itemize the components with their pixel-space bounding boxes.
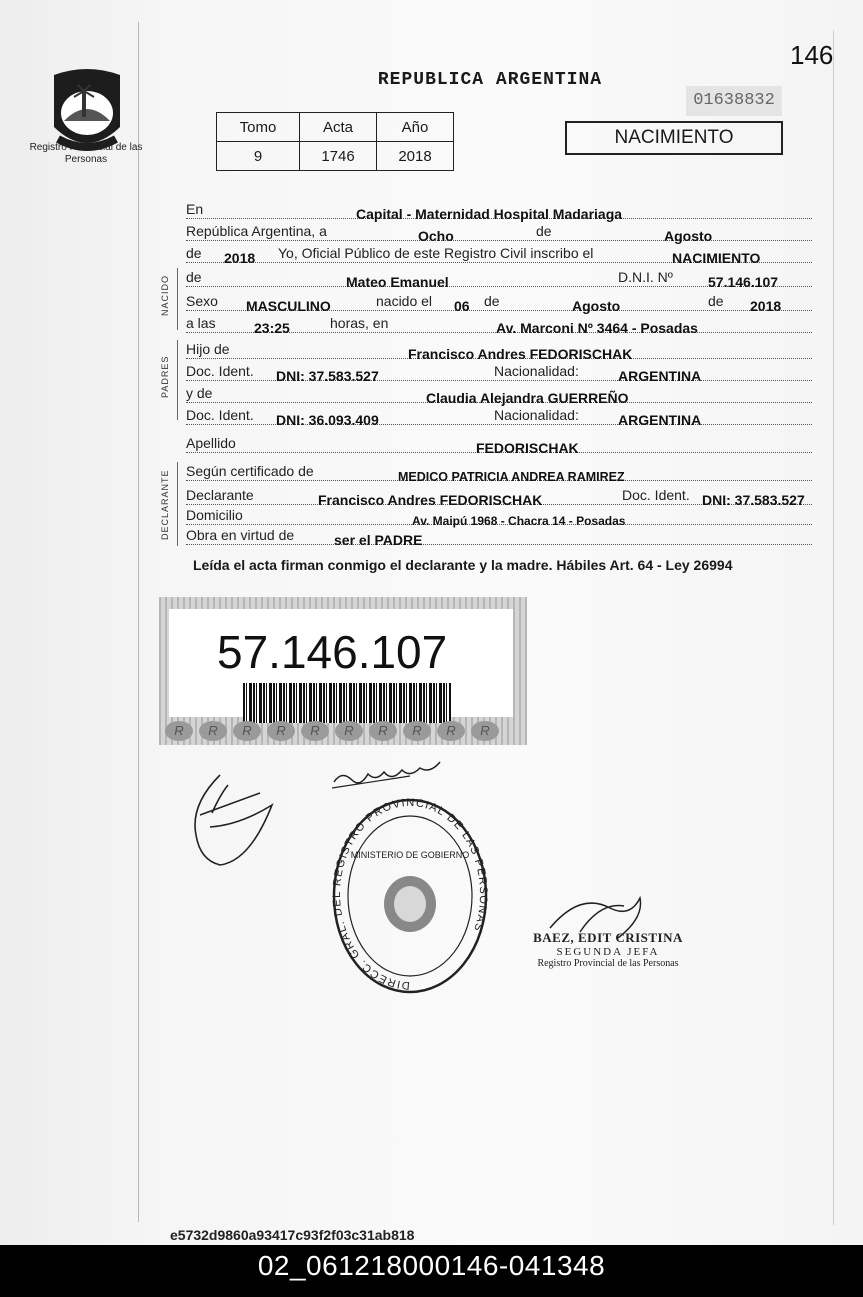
sticker-circles [159, 721, 533, 741]
label-dni: D.N.I. Nº [618, 269, 673, 285]
official-org: Registro Provincial de las Personas [537, 958, 679, 969]
serial-number: 01638832 [686, 86, 782, 116]
line-certificado [186, 460, 812, 484]
label-obra: Obra en virtud de [186, 527, 295, 543]
sticker-circle: R [199, 721, 227, 741]
line-hora [186, 312, 812, 336]
label-de3: de [186, 269, 202, 285]
line-padre [186, 338, 812, 362]
dni-sticker [159, 597, 527, 745]
label-en: En [186, 201, 204, 217]
label-sexo: Sexo [186, 293, 218, 309]
line-anio [186, 242, 812, 266]
line-apellido [186, 432, 812, 456]
section-label-nacido: NACIDO [160, 274, 170, 316]
label-republica: República Argentina, a [186, 223, 327, 239]
value-domicilio-nac: Av. Marconi Nº 3464 - Posadas [496, 320, 698, 336]
value-nac-anio: 2018 [750, 298, 782, 314]
stamp-ring-text: DIRECC. GRAL. DEL REGISTRO PROVINCIAL DE LAS PERSONAS [331, 796, 490, 992]
official-stamp [330, 796, 490, 996]
label-nacionalidad-madre: Nacionalidad: [494, 407, 579, 423]
stamp-inner-text: MINISTERIO DE GOBIERNO [350, 850, 470, 860]
value-acto: NACIMIENTO [672, 250, 761, 266]
signature-block [518, 930, 698, 969]
register-table [216, 112, 454, 171]
sticker-label [169, 609, 513, 717]
sticker-circle: R [369, 721, 397, 741]
sticker-circle: R [233, 721, 261, 741]
value-nombre: Mateo Emanuel [346, 274, 449, 290]
sticker-circle: R [437, 721, 465, 741]
mother-signature [330, 752, 446, 796]
record-type-box: NACIMIENTO [565, 121, 783, 155]
value-nac-dia: 06 [454, 298, 470, 314]
label-a-las: a las [186, 315, 216, 331]
header-acta: Acta [300, 113, 377, 142]
line-madre [186, 382, 812, 406]
value-hora: 23:25 [254, 320, 290, 336]
label-doc-ident-declarante: Doc. Ident. [622, 487, 690, 503]
section-label-padres: PADRES [160, 355, 170, 398]
sticker-circle: R [267, 721, 295, 741]
value-obra: ser el PADRE [334, 532, 423, 548]
sticker-circle: R [403, 721, 431, 741]
value-anio: 2018 [224, 250, 256, 266]
label-apellido: Apellido [186, 435, 236, 451]
sticker-circle: R [165, 721, 193, 741]
section-bar-padres [177, 340, 178, 420]
label-nacido-el: nacido el [376, 293, 433, 309]
value-declarante-doc: DNI: 37.583.527 [702, 492, 805, 508]
label-hijo-de: Hijo de [186, 341, 230, 357]
line-domicilio [186, 504, 812, 528]
line-madre-doc [186, 404, 812, 428]
section-bar-declarante [177, 462, 178, 546]
line-padre-doc [186, 360, 812, 384]
label-y-de: y de [186, 385, 213, 401]
sticker-number: 57.146.107 [217, 626, 448, 678]
document-hash: e5732d9860a93417c93f2f03c31ab818 [170, 1227, 415, 1243]
value-declarante: Francisco Andres FEDORISCHAK [318, 492, 543, 508]
sticker-circle: R [335, 721, 363, 741]
value-apellido: FEDORISCHAK [476, 440, 579, 456]
bottom-code: 02_061218000146-041348 [257, 1250, 606, 1281]
value-madre-nac: ARGENTINA [618, 412, 702, 428]
label-yo: Yo, Oficial Público de este Registro Civil inscribo el [278, 245, 594, 261]
logo-caption: Registro Provincial de las Personas [29, 142, 143, 165]
label-declarante: Declarante [186, 487, 254, 503]
value-sexo: MASCULINO [246, 298, 331, 314]
value-mes: Agosto [664, 228, 713, 244]
line-declarante [186, 484, 812, 508]
section-label-declarante: DECLARANTE [160, 469, 170, 540]
value-lugar: Capital - Maternidad Hospital Madariaga [356, 206, 623, 222]
official-name: BAEZ, EDIT CRISTINA [533, 930, 683, 945]
sticker-circle: R [301, 721, 329, 741]
line-lugar [186, 198, 812, 222]
line-fecha [186, 220, 812, 244]
line-obra [186, 524, 812, 548]
label-nacionalidad-padre: Nacionalidad: [494, 363, 579, 379]
label-doc-ident-madre: Doc. Ident. [186, 407, 254, 423]
value-padre: Francisco Andres FEDORISCHAK [408, 346, 633, 362]
value-nac-mes: Agosto [572, 298, 621, 314]
value-certificado: MEDICO PATRICIA ANDREA RAMIREZ [398, 470, 625, 484]
value-padre-doc: DNI: 37.583.527 [276, 368, 379, 384]
closing-text: Leída el acta firman conmigo el declarante y la madre. Hábiles Art. 64 - Ley 26994 [193, 557, 733, 573]
label-horas-en: horas, en [330, 315, 389, 331]
line-sexo [186, 290, 812, 314]
value-anio: 2018 [377, 142, 454, 171]
header-tomo: Tomo [217, 113, 300, 142]
label-de5: de [708, 293, 724, 309]
value-madre-doc: DNI: 36.093.409 [276, 412, 379, 428]
value-acta: 1746 [300, 142, 377, 171]
page-number: 146 [790, 40, 834, 70]
value-madre: Claudia Alejandra GUERREÑO [426, 390, 629, 406]
label-de2: de [186, 245, 202, 261]
section-bar-nacido [177, 268, 178, 330]
label-domicilio: Domicilio [186, 507, 243, 523]
label-segun: Según certificado de [186, 463, 314, 479]
official-role: SEGUNDA JEFA [556, 946, 660, 958]
value-padre-nac: ARGENTINA [618, 368, 702, 384]
declarant-signature [180, 765, 290, 875]
sticker-circle: R [471, 721, 499, 741]
value-tomo: 9 [217, 142, 300, 171]
document-title: REPUBLICA ARGENTINA [377, 70, 603, 90]
label-doc-ident-padre: Doc. Ident. [186, 363, 254, 379]
margin-line [138, 22, 139, 1222]
label-de1: de [536, 223, 552, 239]
right-margin-line [833, 30, 834, 1225]
barcode [243, 683, 451, 723]
value-dni: 57.146.107 [708, 274, 779, 290]
value-dia: Ocho [418, 228, 454, 244]
label-de4: de [484, 293, 500, 309]
value-domicilio: Av. Maipú 1968 - Chacra 14 - Posadas [412, 514, 626, 528]
line-nombre [186, 266, 812, 290]
header-anio: Año [377, 113, 454, 142]
